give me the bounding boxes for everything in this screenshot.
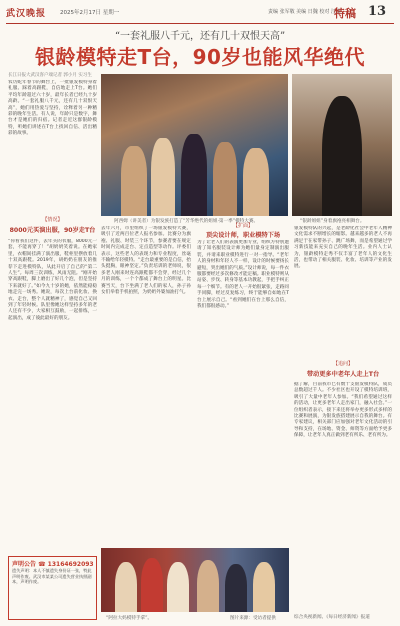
notice-ad-text: 遗失声明：本人不慎遗失身份证一张，特此声明作废。武汉市某某公司遗失营业执照副本，声明作废。: [12, 568, 92, 585]
side-photo: [292, 74, 392, 216]
main-photo: [101, 74, 288, 216]
notice-ad-title: 声明公告 ☎ 13164692093: [12, 561, 94, 568]
right-column-text: 银发模特队的兴起，是老龄化社会中老年人精神文化需求不断增长的缩影。越来越多的老人不再满足于在家带孙子、跳广场舞，而是希望通过学习新技能来充实自己的晚年生活。业内人士认为，银龄模特走秀不仅丰富了老年人的文化生活，也带动了相关服装、化妆、培训等产业的发展。: [294, 226, 392, 270]
masthead: [6, 4, 394, 22]
situation-text: “你看我们这件，去年买的衣服，8000元一套，不能再穿了！”胡奶奶笑着说。在她家里，衣帽间挂满了演出服，鞋柜里摆放着几十双高跟鞋。2019年，胡奶奶在朋友的推荐下走进模特队，从此开启了自己的“第二人生”。每周三次训练，风雨无阻。“刚开始穿高跟鞋，脚上磨出了好几个泡，但是坚持下来就好了。”如今九十岁的她，依然能稳稳地走完一场秀。她说，每次上台前化妆、换衣、走台，整个人就精神了，感觉自己又回到了年轻时候。队里像她这样坚持多年的老人还有不少，大家相互鼓励，一起排练，一起演出，成了彼此最好的朋友。: [8, 239, 97, 321]
subsection-title-situation: 8000元买演出服，90岁走T台: [9, 227, 96, 234]
subsection-tag-followup: 【追问】: [332, 361, 353, 367]
subsection-tag-expansion: 【扩面】: [232, 223, 253, 229]
followup-text: 据了解，目前我市已有数十支银发模特队，成员总数超过千人。不少社区也开设了模特培训班，吸引了大量中老年人参加。“我们希望通过这样的活动，让更多老年人走出家门，融入社会。”一位组织者表示，接下来还将举办更多形式多样的比赛和展演，为银发族搭建展示自我的舞台。有专家建议，相关部门应加强对老年文化活动的引导和支持，在场地、资金、师资等方面给予更多保障，让老年人真正做到老有所乐、老有所为。: [294, 382, 392, 439]
subsection-title-expansion: 顶尖设计师，职业模特下场: [205, 232, 281, 239]
main-photo-caption: 阿西姆（讲美者）为银发族打造了“芳华绝代的姐姐·第一季”模特大赛。: [114, 219, 259, 224]
article-headline: 银龄模特走T台，90岁也能风华绝代: [35, 45, 365, 69]
bottom-photo-caption: “阿拉大妈模特手拿”。: [106, 616, 153, 621]
page-number: 13: [368, 4, 387, 19]
subsection-tag-situation: 【情况】: [42, 217, 63, 223]
competition-text: 去年六月，市里组织了一场银发模特大赛，吸引了近两百位老人报名参加。比赛分为旗袍、礼服、时装三个环节，参赛者要在规定时间内完成走台、定点造型等动作。评委们表示，这些老人的表现力和专业程度，丝毫不输给年轻模特。“走台最重要的是自信，抬头挺胸，眼神坚定。”负责培训的老师说，很多老人刚来时连高跟鞋都不会穿，经过几个月的训练，一个个都成了舞台上的明星。比赛当天，台下坐满了老人们的家人，孙子孙女们举着手机拍照，为奶奶外婆加油打气。: [101, 226, 191, 296]
article-byline: 长江日报大武汉客户端记者 郭小月 实习生: [8, 73, 92, 78]
source-note: 综合央视新闻、《每日经济新闻》报道: [294, 615, 370, 620]
bottom-photo: [101, 548, 289, 612]
photo-credit: 图片来源：受访者提供: [230, 616, 276, 621]
issue-date: 2025年2月17日 星期一: [60, 10, 120, 16]
lead-paragraph: 农历蛇年春节的舞台上，一批银发模特身着礼服、踩着高跟鞋，自信地走上T台。她们平均年龄超过六十岁，最年长者已经九十岁高龄。“一套礼服八千元，还有几十双恨天高”，她们用热爱与坚持，诠释着另一种精彩的晚年生活。有人说，年龄只是数字，舞台才是她们的归宿。记者走近这群银龄模特，听她们讲述在T台上找回自信、活出精彩的故事。: [8, 80, 97, 137]
expansion-text: 为了让老人们的表演更加专业，组织方特别邀请了知名服装设计师为她们量身定制演出服装，并请来职业模特进行一对一指导。“老年人的身材和年轻人不一样，设计的时候要扬长避短，突出她们的气质。”设计师说，每一件衣服都要经过多次修改才能定稿。职业模特则从站姿、步伐、转身等基本功教起，手把手纠正每一个细节。有的老人一开始很紧张，走路同手同脚，经过反复练习，终于能够自如地在T台上展示自己。“看到她们在台上那么自信，我们都很感动。”: [197, 240, 289, 310]
editor-credits: 责编 张军敬 美编 日魏 校对 江琳: [268, 9, 341, 15]
masthead-rule: [6, 23, 394, 24]
notice-ad: [8, 556, 97, 620]
side-photo-caption: “银龄姐姐”身着旗袍亮相舞台。: [300, 219, 365, 224]
paper-name: 武汉晚报: [6, 9, 47, 19]
subsection-title-followup: 带动更多中老年人走上T台: [306, 371, 380, 378]
article-kicker: “一套礼服八千元，还有几十双恨天高”: [114, 31, 286, 42]
section-name: 特稿: [334, 7, 356, 20]
